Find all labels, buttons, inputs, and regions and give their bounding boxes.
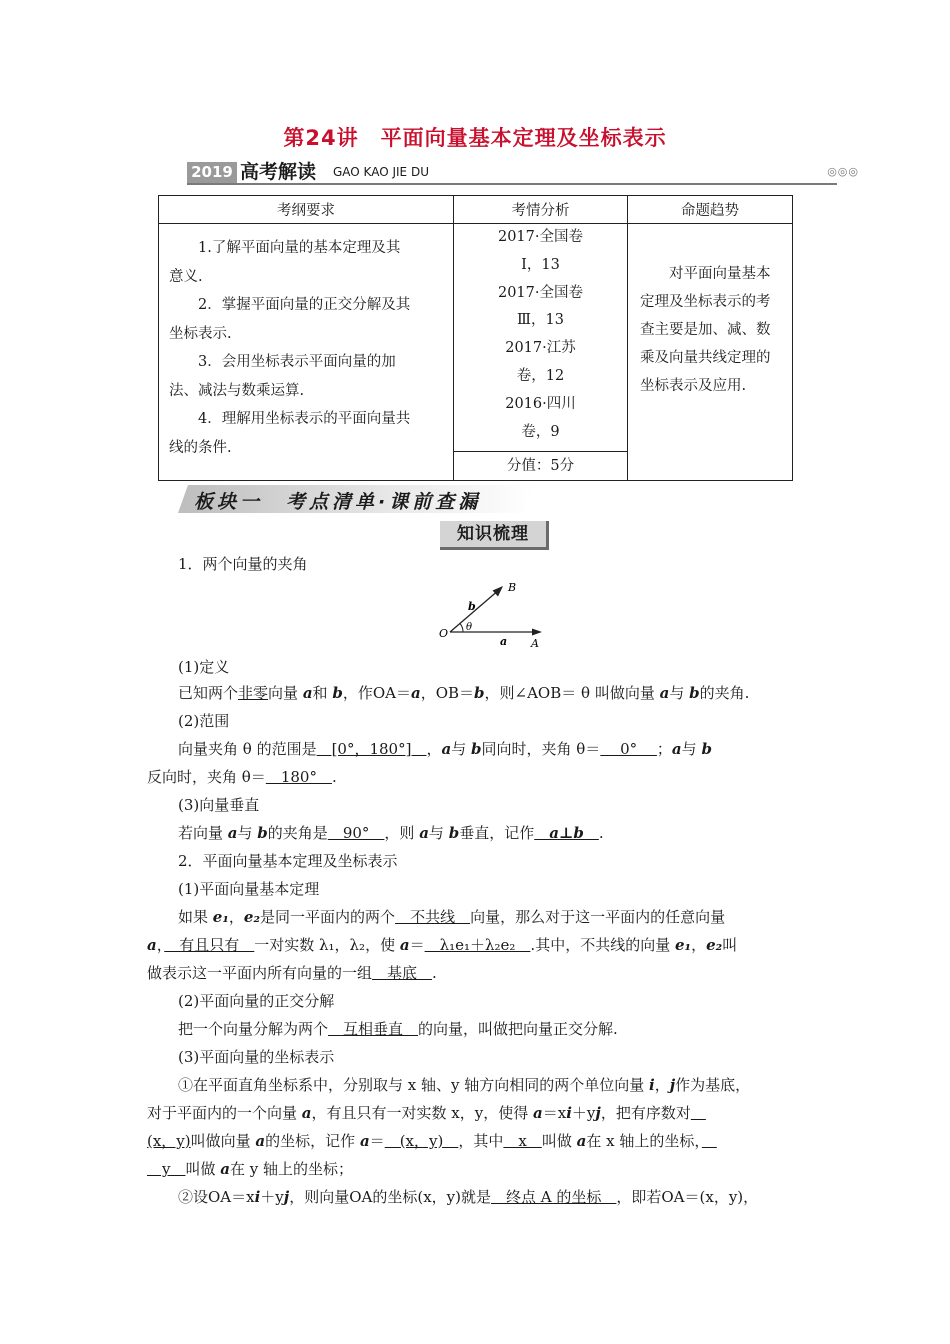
requirement-line: 坐标表示. [169, 325, 232, 342]
requirement-line: 意义. [169, 268, 203, 285]
blank-answer: y [147, 1160, 186, 1178]
analysis-cell [454, 224, 628, 481]
range-line: 向量夹角 θ 的范围是 [0°，180°] ，a与 b同向时，夹角 θ＝ 0° ；a与 b [178, 740, 712, 758]
label-a: a [500, 635, 508, 648]
gaokao-banner [187, 160, 859, 186]
coord-line-3: (x，y)叫做向量 a的坐标，记作 a＝ (x，y) ，其中 x 叫做 a在 x 轴上的坐标， [147, 1132, 702, 1150]
blank-answer: (x，y) [384, 1132, 459, 1150]
label-O: O [439, 627, 449, 640]
analysis-line: 2017·江苏 [505, 340, 576, 357]
header-analysis: 考情分析 [454, 196, 628, 224]
blank-answer: 90° [327, 824, 385, 842]
angle-diagram [430, 575, 560, 653]
requirement-line: 1.了解平面向量的基本定理及其 [198, 240, 401, 256]
subsection-title: 知识梳理 [440, 521, 549, 550]
coord-line-2: 对于平面内的一个向量 a，有且只有一对实数 x，y，使得 a＝xi＋yj，把有序数对 [147, 1104, 691, 1122]
blank-answer: 有且只有 [164, 936, 255, 954]
heading-1: 1．两个向量的夹角 [178, 555, 308, 573]
heading-range: (2)范围 [178, 712, 230, 730]
definition-line: 已知两个非零向量 a和 b，作OA＝a，OB＝b，则∠AOB＝ θ 叫做向量 a与 b的夹角. [178, 684, 750, 702]
heading-2: 2．平面向量基本定理及坐标表示 [178, 852, 398, 870]
blank-answer: [0°，180°] [316, 740, 427, 758]
analysis-line: 2016·四川 [505, 395, 576, 412]
analysis-line: 卷，9 [521, 423, 560, 440]
orthogonal-line: 把一个向量分解为两个 互相垂直 的向量，叫做把向量正交分解. [178, 1020, 618, 1038]
banner-rule [187, 183, 837, 185]
requirement-line: 3．会用坐标表示平面向量的加 [198, 354, 396, 370]
blank-answer: λ₁e₁＋λ₂e₂ [424, 936, 531, 954]
heading-definition: (1)定义 [178, 658, 230, 676]
label-b: b [468, 600, 476, 613]
heading-orthogonal: (2)平面向量的正交分解 [178, 992, 335, 1010]
blank-answer: 不共线 [395, 908, 471, 926]
range-line-2: 反向时，夹角 θ＝ 180° . [147, 768, 337, 786]
trend-text: 对平面向量基本定理及坐标表示的考查主要是加、减、数乘及向量共线定理的坐标表示及应用. [640, 266, 771, 394]
analysis-line: 2017·全国卷 [497, 284, 583, 301]
analysis-line: 2017·全国卷 [497, 229, 583, 245]
exam-requirement-table [158, 195, 793, 481]
blank-answer: 180° [265, 768, 332, 786]
requirement-line: 4．理解用坐标表示的平面向量共 [198, 411, 411, 427]
theorem-line-2: a， 有且只有 一对实数 λ₁，λ₂，使 a＝ λ₁e₁＋λ₂e₂ .其中，不共线的向量 e₁，e₂叫 [147, 936, 738, 954]
header-trend: 命题趋势 [628, 196, 793, 224]
theorem-line-1: 如果 e₁，e₂是同一平面内的两个 不共线 向量，那么对于这一平面内的任意向量 [178, 908, 726, 926]
analysis-line: Ⅲ，13 [517, 312, 564, 329]
label-B: B [508, 581, 517, 594]
heading-coordinates: (3)平面向量的坐标表示 [178, 1048, 335, 1066]
blank-answer: x [503, 1132, 542, 1150]
blank-answer: 互相垂直 [328, 1020, 419, 1038]
banner-pinyin: GAO KAO JIE DU [333, 165, 429, 179]
score-value: 分值：5分 [454, 451, 627, 480]
section-banner [178, 485, 533, 515]
blank-answer: 终点 A 的坐标 [491, 1188, 617, 1206]
requirement-line: 法、减法与数乘运算. [169, 382, 305, 399]
theorem-line-3: 做表示这一平面内所有向量的一组 基底 . [147, 964, 437, 982]
banner-title: 高考解读 [240, 161, 317, 183]
page-title: 第24讲 平面向量基本定理及坐标表示 [283, 126, 667, 150]
coord-line-4: y 叫做 a在 y 轴上的坐标； [147, 1160, 354, 1178]
blank-answer: 0° [600, 740, 657, 758]
header-requirements: 考纲要求 [159, 196, 454, 224]
analysis-line: 卷，12 [516, 367, 565, 384]
label-theta: θ [466, 622, 473, 633]
section-title: 板块一 考点清单·课前查漏 [194, 491, 482, 513]
analysis-line: Ⅰ，13 [521, 256, 560, 273]
trend-cell [628, 224, 793, 481]
blank-answer: a⊥b [534, 824, 599, 842]
coord-line-5: ②设OA＝xi＋yj，则向量OA的坐标(x，y)就是 终点 A 的坐标 ，即若OA＝(x，y)， [178, 1188, 759, 1206]
requirements-cell [159, 224, 454, 481]
blank-answer: (x，y) [147, 1132, 191, 1150]
perpendicular-line: 若向量 a与 b的夹角是 90° ，则 a与 b垂直，记作 a⊥b . [178, 824, 604, 842]
blank-answer: 非零 [238, 684, 269, 702]
angle-arc [460, 624, 463, 633]
blank-answer: 基底 [372, 964, 433, 982]
coord-line-1: ①在平面直角坐标系中，分别取与 x 轴、y 轴方向相同的两个单位向量 i，j作为基底， [178, 1076, 751, 1094]
vector-a-arrow-icon [532, 629, 542, 636]
banner-year: 2019 [187, 162, 237, 183]
heading-basic-theorem: (1)平面向量基本定理 [178, 880, 320, 898]
banner-dots-icon: ◎◎◎ [827, 165, 859, 178]
requirement-line: 2．掌握平面向量的正交分解及其 [198, 297, 411, 313]
heading-perpendicular: (3)向量垂直 [178, 796, 260, 814]
requirement-line: 线的条件. [169, 439, 232, 456]
label-A: A [531, 637, 539, 650]
